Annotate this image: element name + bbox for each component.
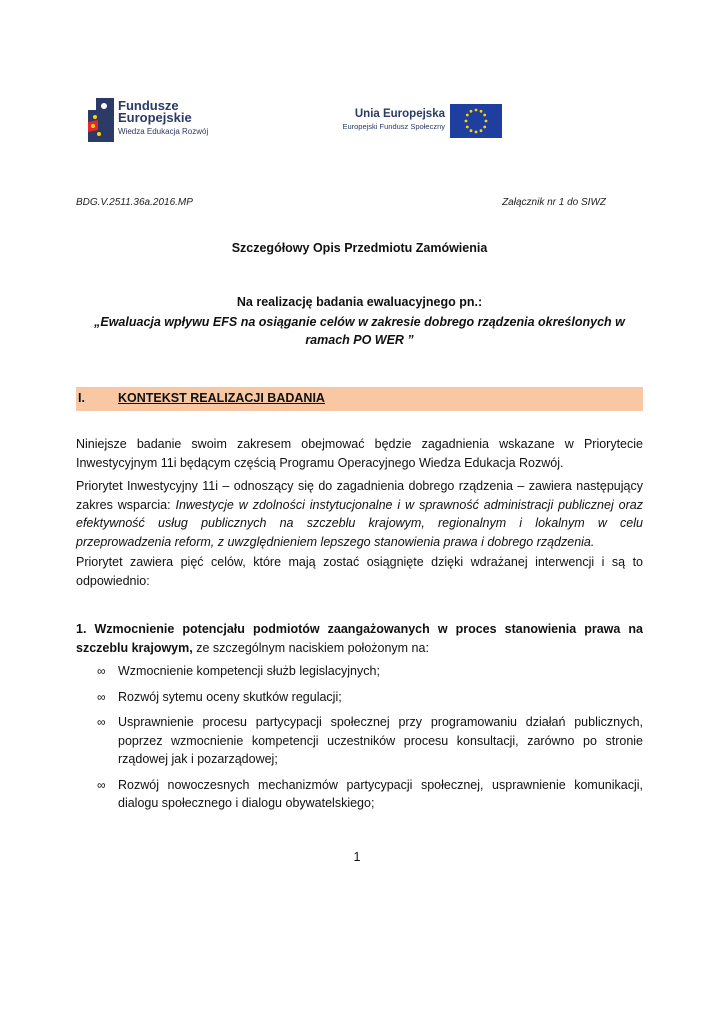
section-header (76, 387, 643, 411)
fe-flag-icon (86, 96, 116, 144)
page-number: 1 (353, 850, 361, 864)
attachment-label: Załącznik nr 1 do SIWZ (502, 197, 606, 208)
paragraph-intro: Niniejsze badanie swoim zakresem obejmować będzie zagadnienia wskazane w Priorytecie Inwestycyjnym 11i będącym częścią Programu Operacyjnego Wiedza Edukacja Rozwój. (76, 437, 643, 470)
list-item (76, 776, 643, 813)
eu-flag-icon (450, 104, 502, 138)
list-item (76, 713, 643, 769)
document-subtitle: Na realizację badania ewaluacyjnego pn.: (236, 295, 483, 309)
paragraph-priority (76, 477, 643, 551)
list-item-text: Rozwój sytemu oceny skutków regulacji; (118, 689, 342, 704)
fundusze-europejskie-logo (86, 96, 226, 146)
list-item (76, 688, 643, 707)
list-item-text: Wzmocnienie kompetencji służb legislacyjnych; (118, 664, 380, 678)
section-number: I. (78, 391, 85, 405)
infinity-bullet-icon: ∞ (97, 664, 106, 678)
goal-1-title: 1. Wzmocnienie potencjału podmiotów zaangażowanych w proces stanowienia prawa na szczeblu krajowym, (76, 622, 643, 655)
section-title: KONTEKST REALIZACJI BADANIA (118, 391, 325, 405)
goal-1-rest: ze szczególnym naciskiem położonym na: (192, 640, 429, 655)
fe-logo-line3: Wiedza Edukacja Rozwój (118, 127, 209, 136)
fe-logo-line2: Europejskie (118, 110, 192, 125)
document-reference-number: BDG.V.2511.36a.2016.MP (76, 197, 193, 208)
evaluation-title: „Ewaluacja wpływu EFS na osiąganie celów w zakresie dobrego rządzenia określonych w ramach PO WER ” (94, 315, 625, 347)
paragraph-priority-scope: Inwestycje w zdolności instytucjonalne i w sprawność administracji publicznej oraz efektywność usług publicznych na szczeblu krajowym, regionalnym i lokalnym w celu przeprowadzenia reform, z uwzględnieniem lepszego stanowienia prawa i dobrego rządzenia. (76, 497, 643, 549)
unia-europejska-logo (330, 104, 505, 140)
list-item-text: Usprawnienie procesu partycypacji społecznej przy programowaniu działań publicznych, poprzez wzmocnienie kompetencji uczestników procesu konsultacji, zarówno po stronie rządowej jak i pozarządowej; (118, 715, 643, 766)
infinity-bullet-icon: ∞ (97, 689, 106, 704)
paragraph-priority-intro: Priorytet Inwestycyjny 11i – odnoszący się do zagadnienia dobrego rządzenia – zawiera następujący zakres wsparcia: (76, 479, 643, 512)
ue-logo-title: Unia Europejska (354, 108, 445, 120)
goal-1-bullet-list (76, 662, 643, 820)
paragraph-goals: Priorytet zawiera pięć celów, które mają zostać osiągnięte dzięki wdrażanej interwencji i są to odpowiednio: (76, 555, 643, 588)
infinity-bullet-icon: ∞ (97, 715, 106, 729)
document-title: Szczegółowy Opis Przedmiotu Zamówienia (231, 241, 488, 255)
goal-1-heading (76, 620, 643, 657)
list-item-text: Rozwój nowoczesnych mechanizmów partycypacji społecznej, usprawnienie komunikacji, dialogu społecznego i dialogu obywatelskiego; (118, 777, 643, 810)
list-item (76, 662, 643, 681)
fe-logo-line1: Fundusze (118, 98, 179, 113)
infinity-bullet-icon: ∞ (97, 777, 106, 792)
ue-logo-subtitle: Europejski Fundusz Społeczny (342, 122, 445, 131)
